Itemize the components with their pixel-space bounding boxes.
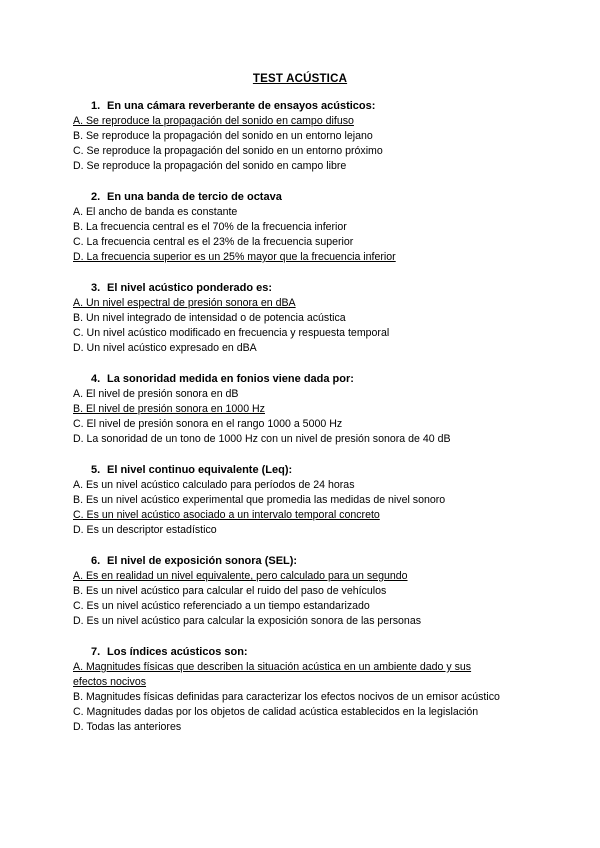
- answer-option-a: A. Un nivel espectral de presión sonora en dBA: [73, 297, 296, 309]
- answer-option-b: B. Magnitudes físicas definidas para caracterizar los efectos nocivos de un emisor acústico: [73, 691, 500, 703]
- answer-option-c: C. Un nivel acústico modificado en frecuencia y respuesta temporal: [73, 327, 390, 339]
- question-text: La sonoridad medida en fonios viene dada por:: [107, 373, 354, 385]
- question-3: [73, 281, 533, 356]
- answer-option-a: A. El ancho de banda es constante: [73, 206, 238, 218]
- question-text: En una cámara reverberante de ensayos acústicos:: [107, 100, 376, 112]
- question-6: [73, 554, 533, 629]
- answer-option-b: B. Un nivel integrado de intensidad o de potencia acústica: [73, 312, 346, 324]
- answer-option-d: D. Todas las anteriores: [73, 721, 182, 733]
- question-number: 4.: [91, 373, 101, 385]
- answer-option-d: D. Un nivel acústico expresado en dBA: [73, 342, 257, 354]
- answer-option-b: B. Es un nivel acústico experimental que promedia las medidas de nivel sonoro: [73, 494, 446, 506]
- answer-option-a: A. El nivel de presión sonora en dB: [73, 388, 239, 400]
- question-number: 2.: [91, 191, 101, 203]
- answer-option-b: B. Se reproduce la propagación del sonido en un entorno lejano: [73, 130, 373, 142]
- question-number: 5.: [91, 464, 101, 476]
- question-5: [73, 463, 533, 538]
- question-4: [73, 372, 533, 447]
- answer-option-c: C. Se reproduce la propagación del sonido en un entorno próximo: [73, 145, 383, 157]
- question-heading: [91, 99, 533, 114]
- question-2: [73, 190, 533, 265]
- question-number: 1.: [91, 100, 101, 112]
- answer-option-c: C. Es un nivel acústico asociado a un intervalo temporal concreto: [73, 509, 380, 521]
- answer-option-a: A. Es un nivel acústico calculado para períodos de 24 horas: [73, 479, 355, 491]
- answer-option-c: C. La frecuencia central es el 23% de la frecuencia superior: [73, 236, 354, 248]
- answer-option-d: D. La sonoridad de un tono de 1000 Hz con un nivel de presión sonora de 40 dB: [73, 433, 451, 445]
- answer-option-b: B. El nivel de presión sonora en 1000 Hz: [73, 403, 265, 415]
- question-text: El nivel acústico ponderado es:: [107, 282, 273, 294]
- question-heading: [91, 372, 533, 387]
- answer-option-c: C. Es un nivel acústico referenciado a un tiempo estandarizado: [73, 600, 370, 612]
- answer-option-d: D. Es un descriptor estadístico: [73, 524, 217, 536]
- answer-option-b: B. Es un nivel acústico para calcular el ruido del paso de vehículos: [73, 585, 387, 597]
- question-text: Los índices acústicos son:: [107, 646, 248, 658]
- page-title: TEST ACÚSTICA: [252, 73, 348, 85]
- question-text: El nivel de exposición sonora (SEL):: [107, 555, 298, 567]
- question-heading: [91, 463, 533, 478]
- question-text: El nivel continuo equivalente (Leq):: [107, 464, 293, 476]
- question-7: [73, 645, 533, 735]
- answer-option-a: A. Es en realidad un nivel equivalente, pero calculado para un segundo: [73, 570, 408, 582]
- answer-option-d: D. La frecuencia superior es un 25% mayor que la frecuencia inferior: [73, 251, 396, 263]
- answer-option-a: A. Magnitudes físicas que describen la situación acústica en un ambiente dado y sus efectos nocivos: [73, 661, 472, 688]
- answer-option-b: B. La frecuencia central es el 70% de la frecuencia inferior: [73, 221, 347, 233]
- question-heading: [91, 645, 533, 660]
- question-list: [73, 99, 533, 751]
- question-heading: [91, 554, 533, 569]
- answer-option-d: D. Es un nivel acústico para calcular la exposición sonora de las personas: [73, 615, 422, 627]
- answer-option-a: A. Se reproduce la propagación del sonido en campo difuso: [73, 115, 354, 127]
- question-heading: [91, 190, 533, 205]
- question-text: En una banda de tercio de octava: [107, 191, 282, 203]
- question-number: 6.: [91, 555, 101, 567]
- answer-option-d: D. Se reproduce la propagación del sonido en campo libre: [73, 160, 347, 172]
- question-number: 7.: [91, 646, 101, 658]
- question-heading: [91, 281, 533, 296]
- question-1: [73, 99, 533, 174]
- answer-option-c: C. Magnitudes dadas por los objetos de calidad acústica establecidos en la legislación: [73, 706, 479, 718]
- question-number: 3.: [91, 282, 101, 294]
- answer-option-c: C. El nivel de presión sonora en el rango 1000 a 5000 Hz: [73, 418, 343, 430]
